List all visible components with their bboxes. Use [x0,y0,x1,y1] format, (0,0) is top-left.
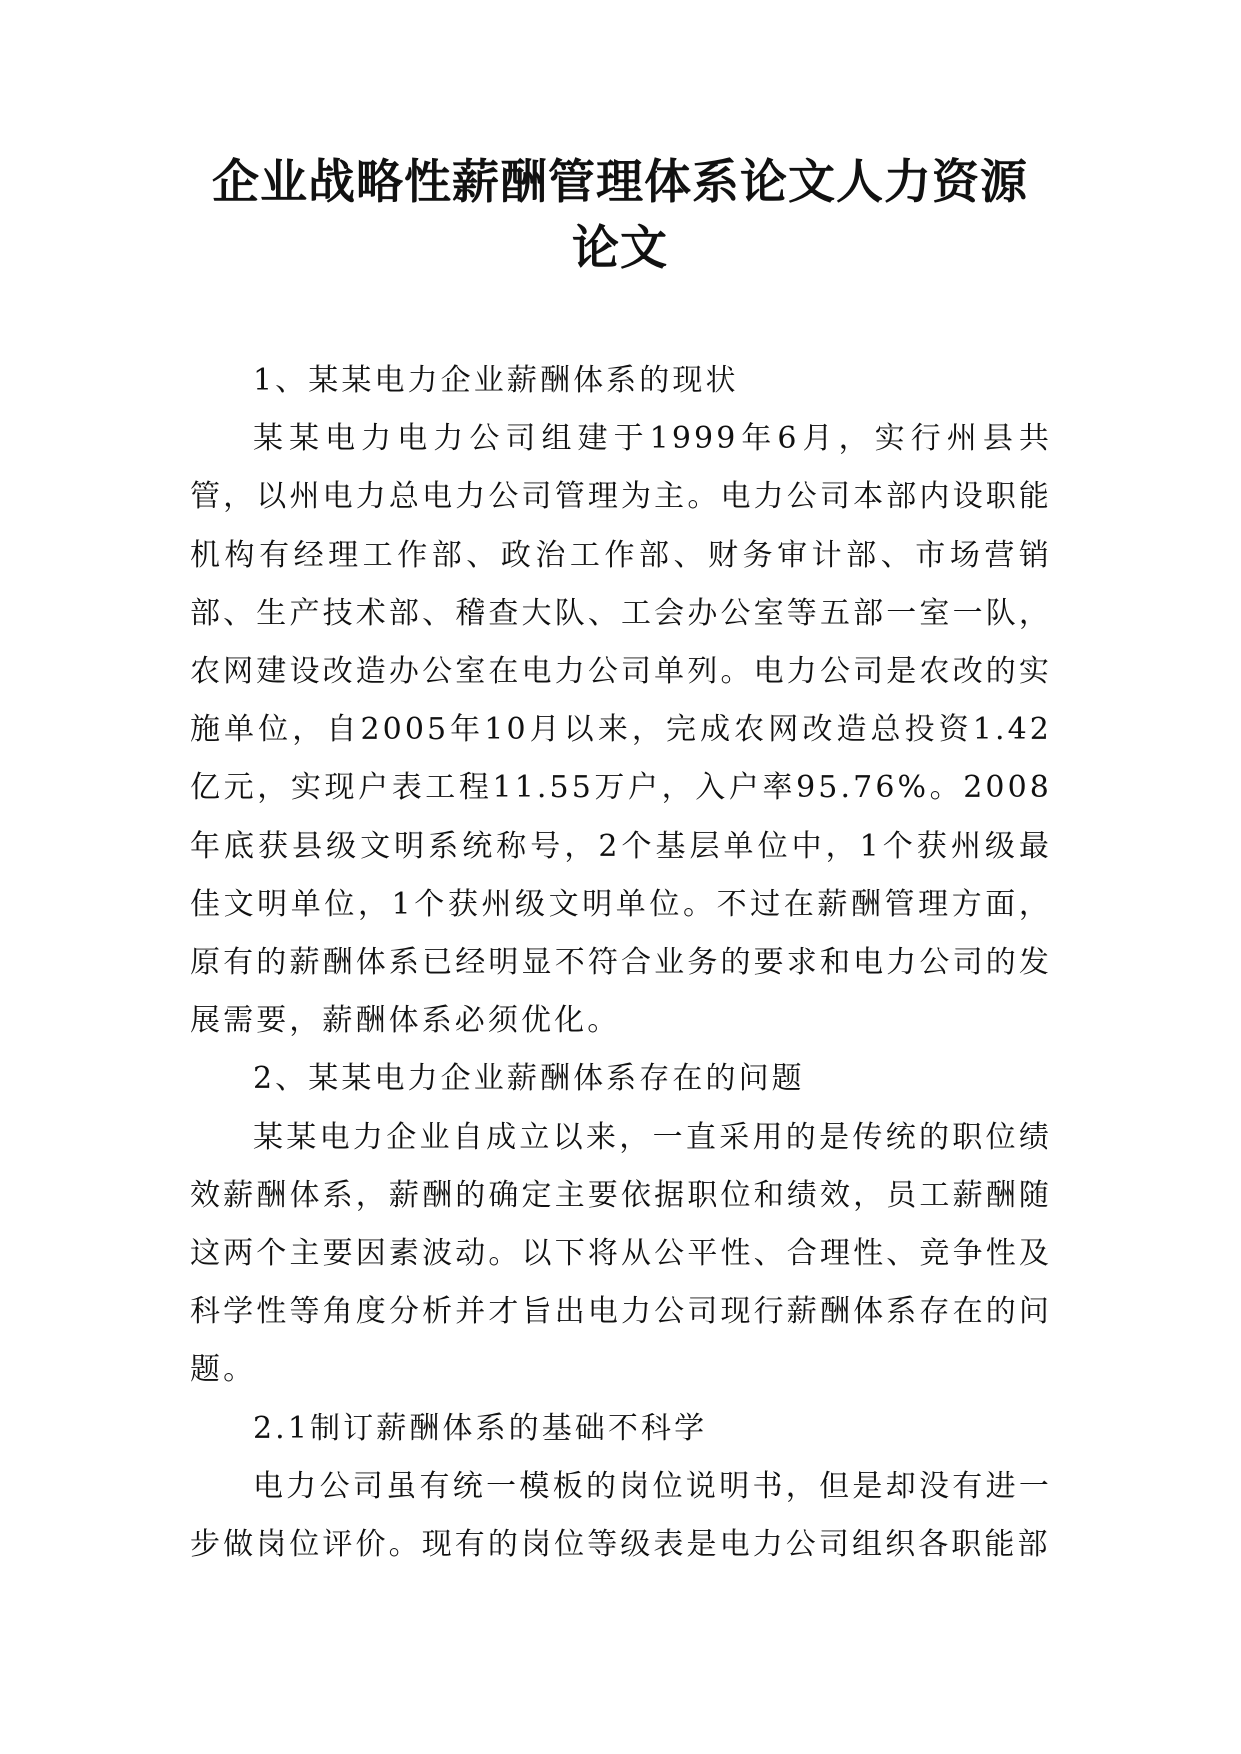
paragraph-3: 电力公司虽有统一模板的岗位说明书，但是却没有进一步做岗位评价。现有的岗位等级表是电力公司组织各职能部 [190,1468,1052,1563]
paragraph-1: 某某电力电力公司组建于1999年6月，实行州县共管，以州电力总电力公司管理为主。电力公司本部内设职能机构有经理工作部、政治工作部、财务审计部、市场营销部、生产技术部、稽查大队、工会办公室等五部一室一队，农网建设改造办公室在电力公司单列。电力公司是农改的实施单位，自2005年10月以来，完成农网改造总投资1.42亿元，实现户表工程11.55万户，入户率95.76%。2008年底获县级文明系统称号，2个基层单位中，1个获州级最佳文明单位，1个获州级文明单位。不过在薪酬管理方面，原有的薪酬体系已经明显不符合业务的要求和电力公司的发展需要，薪酬体系必须优化。 [190,421,1052,1039]
section-heading-2: 2、某某电力企业薪酬体系存在的问题 [253,1061,805,1097]
section-heading-1: 1、某某电力企业薪酬体系的现状 [253,363,739,398]
document-title: 企业战略性薪酬管理体系论文人力资源论文 [212,155,1028,276]
paragraph-2: 某某电力企业自成立以来，一直采用的是传统的职位绩效薪酬体系，薪酬的确定主要依据职位和绩效，员工薪酬随这两个主要因素波动。以下将从公平性、合理性、竞争性及科学性等角度分析并才旨出电力公司现行薪酬体系存在的问题。 [190,1119,1052,1388]
document-body [190,352,1052,1574]
section-heading-2-1: 2.1制订薪酬体系的基础不科学 [253,1410,708,1446]
